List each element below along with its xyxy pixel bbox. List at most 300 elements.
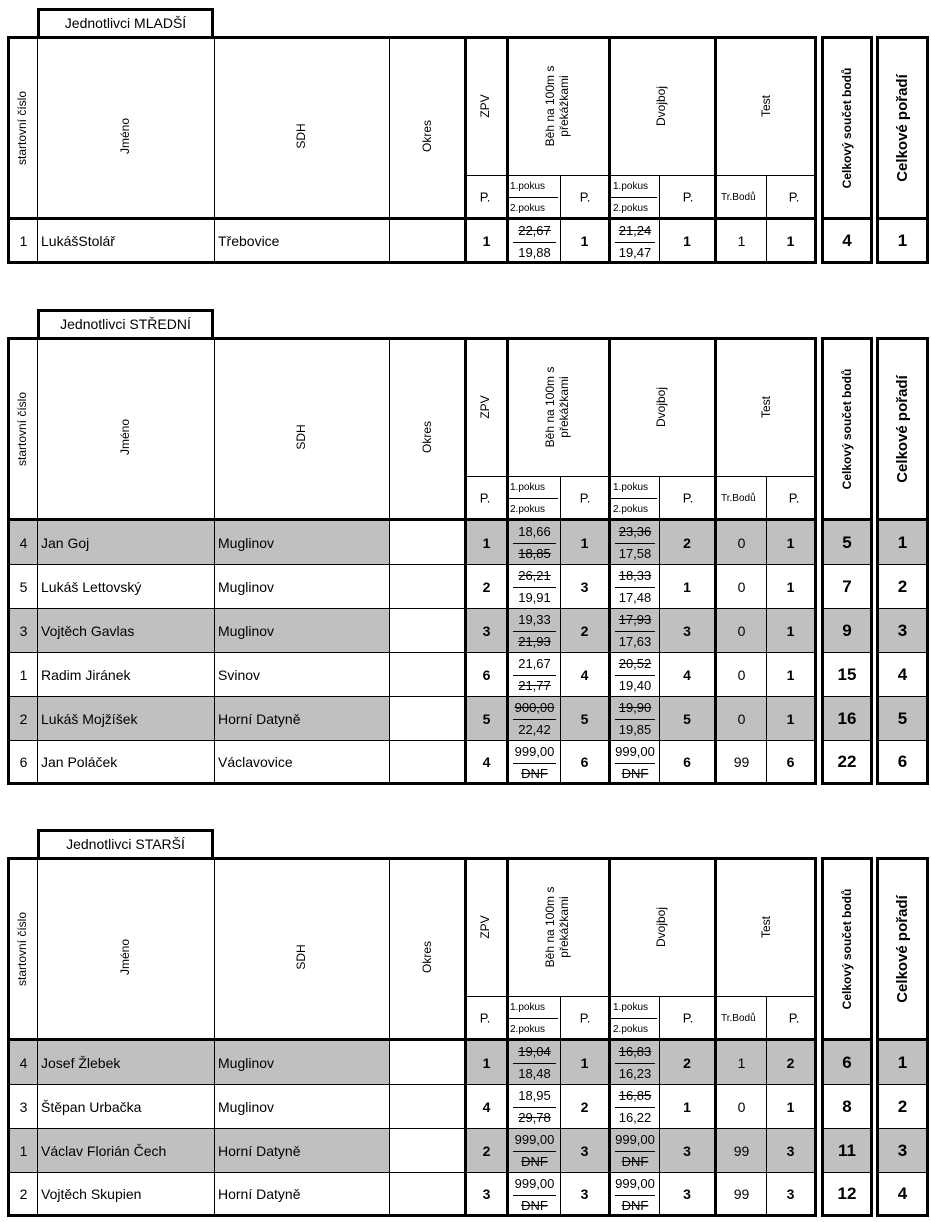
cell-rank: [876, 1173, 929, 1217]
header-run: [543, 887, 571, 968]
attempt-1: 999,00: [615, 744, 655, 759]
start-number: 2: [19, 1185, 28, 1202]
cell-zpv: [464, 697, 506, 741]
cell-dual-attempts: [608, 741, 659, 785]
cell-test-place: [766, 697, 817, 741]
table-row: [7, 220, 929, 264]
total-points: 7: [842, 576, 852, 596]
sub-divider: [766, 996, 767, 1041]
cell-rank: [876, 741, 929, 785]
attempt-line: [508, 1018, 558, 1019]
competitor-name: Jan Poláček: [41, 753, 118, 770]
table-row: [7, 565, 929, 609]
cell-rank: [876, 521, 929, 565]
header-run-line2: překážkami: [557, 896, 571, 958]
run-place: 1: [580, 1054, 589, 1071]
overall-rank: 2: [897, 576, 908, 596]
attempt-1: 23,36: [618, 524, 652, 539]
cell-dual-place: [659, 1085, 714, 1129]
dual-place: 4: [683, 666, 691, 683]
header-dual-attempt1: 1.pokus: [613, 482, 649, 493]
attempt-divider: [513, 631, 556, 632]
cell-run-attempts: [506, 220, 560, 264]
attempt-divider: [615, 1151, 655, 1152]
cell-run-attempts: [506, 1085, 560, 1129]
competitor-name: Štěpan Urbačka: [41, 1098, 142, 1115]
cell-rank: [876, 697, 929, 741]
cell-run-attempts: [506, 521, 560, 565]
header-test: Test: [759, 395, 773, 419]
attempt-line: [508, 197, 558, 198]
attempt-divider: [615, 763, 655, 764]
section-title: Jednotlivci MLADŠÍ: [37, 8, 214, 36]
header-start-number: startovní číslo: [15, 911, 29, 987]
cell-name: [37, 653, 214, 697]
cell-run-place: [560, 653, 608, 697]
header-total: Celkový součet bodů: [840, 888, 854, 1010]
attempt-2: 19,40: [618, 678, 652, 693]
attempt-2: 19,88: [518, 245, 551, 260]
cell-start-number: [7, 1085, 37, 1129]
header-run-line1: Běh na 100m s: [543, 65, 557, 147]
test-place: 1: [786, 534, 795, 551]
cell-run-place: [560, 1173, 608, 1217]
run-place: 6: [580, 753, 589, 770]
run-place: 1: [580, 534, 589, 551]
cell-run-place: [560, 1041, 608, 1085]
run-place: 4: [580, 666, 589, 683]
zpv-place: 4: [482, 1098, 491, 1115]
attempt-1: 19,33: [518, 612, 551, 627]
column-divider: [214, 36, 215, 220]
total-points: 9: [842, 620, 852, 640]
cell-test-points: [714, 1085, 766, 1129]
overall-rank: 1: [897, 230, 908, 250]
test-place: 1: [786, 622, 795, 639]
cell-dual-attempts: [608, 697, 659, 741]
sub-divider: [659, 476, 660, 521]
cell-start-number: [7, 565, 37, 609]
sub-divider: [659, 996, 660, 1041]
attempt-1: 18,95: [518, 1088, 551, 1103]
cell-district: [389, 741, 464, 785]
test-points: 0: [737, 710, 746, 727]
dual-place: 3: [683, 1185, 691, 1202]
cell-name: [37, 1085, 214, 1129]
start-number: 2: [19, 710, 28, 727]
competitor-sdh: Horní Datyně: [218, 710, 301, 727]
test-points: 1: [737, 1054, 746, 1071]
header-run: [543, 66, 571, 147]
column-divider: [214, 857, 215, 1041]
zpv-place: 1: [482, 1054, 491, 1071]
competitor-sdh: Horní Datyně: [218, 1185, 301, 1202]
column-divider: [714, 36, 717, 220]
section-title: Jednotlivci STARŠÍ: [37, 829, 214, 857]
zpv-place: 1: [482, 232, 491, 249]
cell-dual-place: [659, 697, 714, 741]
total-points: 5: [842, 532, 852, 552]
cell-start-number: [7, 609, 37, 653]
header-run-line1: Běh na 100m s: [543, 366, 557, 448]
cell-district: [389, 1129, 464, 1173]
header-sub-line: [464, 175, 817, 176]
cell-rank: [876, 653, 929, 697]
cell-rank: [876, 565, 929, 609]
header-rank: Celkové pořadí: [894, 895, 911, 1003]
cell-run-attempts: [506, 741, 560, 785]
cell-zpv: [464, 1041, 506, 1085]
test-place: 1: [786, 1098, 795, 1115]
start-number: 1: [19, 666, 28, 683]
cell-dual-attempts: [608, 653, 659, 697]
attempt-line: [610, 1018, 657, 1019]
cell-sdh: [214, 609, 389, 653]
column-divider: [464, 857, 467, 1041]
header-run-attempt2: 2.pokus: [510, 1024, 546, 1035]
test-points: 99: [733, 753, 750, 770]
cell-run-place: [560, 697, 608, 741]
cell-name: [37, 609, 214, 653]
cell-name: [37, 741, 214, 785]
table-row: [7, 521, 929, 565]
cell-run-place: [560, 741, 608, 785]
cell-test-place: [766, 521, 817, 565]
header-dual: Dvojboj: [654, 906, 668, 948]
test-points: 0: [737, 666, 746, 683]
cell-test-points: [714, 609, 766, 653]
cell-sdh: [214, 565, 389, 609]
start-number: 5: [19, 578, 28, 595]
header-total: Celkový součet bodů: [840, 368, 854, 490]
attempt-2: 17,58: [618, 546, 652, 561]
attempt-1: 26,21: [518, 568, 551, 583]
competitor-sdh: Muglinov: [218, 1098, 275, 1115]
cell-test-place: [766, 1129, 817, 1173]
competitor-name: Vojtěch Skupien: [41, 1185, 142, 1202]
start-number: 1: [19, 232, 28, 249]
test-place: 1: [786, 578, 795, 595]
cell-total: [821, 521, 873, 565]
cell-start-number: [7, 1129, 37, 1173]
overall-rank: 5: [897, 708, 908, 728]
header-district: Okres: [420, 119, 434, 153]
attempt-divider: [513, 719, 556, 720]
test-points: 0: [737, 622, 746, 639]
header-run-attempt1: 1.pokus: [510, 1002, 546, 1013]
table-row: [7, 653, 929, 697]
test-points: 0: [737, 1098, 746, 1115]
cell-sdh: [214, 653, 389, 697]
cell-start-number: [7, 697, 37, 741]
competitor-sdh: Muglinov: [218, 1054, 275, 1071]
sub-divider: [659, 175, 660, 220]
cell-test-points: [714, 220, 766, 264]
column-divider: [214, 337, 215, 521]
cell-run-place: [560, 1129, 608, 1173]
zpv-place: 3: [482, 622, 491, 639]
competitor-sdh: Muglinov: [218, 622, 275, 639]
cell-district: [389, 609, 464, 653]
cell-name: [37, 1173, 214, 1217]
attempt-1: 999,00: [514, 1176, 555, 1191]
zpv-place: 3: [482, 1185, 491, 1202]
header-run-line2: překážkami: [557, 75, 571, 137]
attempt-2: 18,48: [518, 1066, 551, 1081]
header-district: Okres: [420, 940, 434, 974]
header-test-points: Tr.Bodů: [721, 1013, 756, 1024]
attempt-1: 20,52: [618, 656, 652, 671]
header-name: Jméno: [118, 938, 132, 976]
cell-run-attempts: [506, 565, 560, 609]
header-run-line2: překážkami: [557, 376, 571, 438]
cell-total: [821, 565, 873, 609]
cell-run-place: [560, 565, 608, 609]
attempt-divider: [513, 675, 556, 676]
cell-run-attempts: [506, 1173, 560, 1217]
attempt-divider: [615, 719, 655, 720]
zpv-place: 4: [482, 753, 491, 770]
sub-divider: [766, 476, 767, 521]
attempt-divider: [615, 587, 655, 588]
cell-zpv: [464, 565, 506, 609]
column-divider: [389, 36, 390, 220]
cell-dual-place: [659, 653, 714, 697]
header-test-points: Tr.Bodů: [721, 192, 756, 203]
header-dual-attempt2: 2.pokus: [613, 203, 649, 214]
table-row: [7, 741, 929, 785]
cell-test-points: [714, 1173, 766, 1217]
start-number: 4: [19, 534, 28, 551]
test-points: 1: [737, 232, 746, 249]
attempt-1: 999,00: [514, 1132, 555, 1147]
attempt-1: 19,90: [618, 700, 652, 715]
attempt-line: [610, 498, 657, 499]
cell-sdh: [214, 697, 389, 741]
cell-sdh: [214, 1173, 389, 1217]
test-points: 99: [733, 1142, 750, 1159]
header-sub-line: [464, 476, 817, 477]
header-zpv-p: P.: [479, 1010, 491, 1026]
test-points: 99: [733, 1185, 750, 1202]
header-test-p: P.: [788, 490, 800, 506]
header-dual-p: P.: [682, 1010, 694, 1026]
cell-dual-place: [659, 1041, 714, 1085]
total-points: 22: [837, 751, 857, 771]
overall-rank: 2: [897, 1096, 908, 1116]
attempt-1: 16,85: [618, 1088, 652, 1103]
attempt-2: 19,47: [618, 245, 652, 260]
cell-district: [389, 565, 464, 609]
run-place: 3: [580, 1142, 589, 1159]
cell-sdh: [214, 220, 389, 264]
attempt-2: 16,22: [618, 1110, 652, 1125]
header-zpv: ZPV: [478, 915, 492, 939]
cell-start-number: [7, 741, 37, 785]
cell-run-place: [560, 609, 608, 653]
run-place: 1: [580, 232, 589, 249]
dual-place: 1: [683, 232, 691, 249]
cell-name: [37, 565, 214, 609]
cell-district: [389, 1085, 464, 1129]
total-points: 4: [842, 230, 852, 250]
total-points: 15: [837, 664, 857, 684]
cell-run-attempts: [506, 1041, 560, 1085]
test-place: 1: [786, 710, 795, 727]
competitor-sdh: Muglinov: [218, 578, 275, 595]
cell-test-place: [766, 1041, 817, 1085]
attempt-divider: [615, 631, 655, 632]
attempt-2: 16,23: [618, 1066, 652, 1081]
table-header: [7, 337, 929, 521]
column-divider: [506, 337, 509, 521]
header-test: Test: [759, 915, 773, 939]
table-row: [7, 609, 929, 653]
table-row: [7, 1129, 929, 1173]
header-zpv: ZPV: [478, 395, 492, 419]
start-number: 4: [19, 1054, 28, 1071]
competitor-sdh: Horní Datyně: [218, 1142, 301, 1159]
competitor-name: Lukáš Mojžíšek: [41, 710, 138, 727]
cell-dual-place: [659, 565, 714, 609]
header-sub-line: [464, 996, 817, 997]
cell-test-place: [766, 653, 817, 697]
cell-dual-place: [659, 220, 714, 264]
test-points: 0: [737, 578, 746, 595]
attempt-divider: [513, 1151, 556, 1152]
cell-start-number: [7, 220, 37, 264]
attempt-2: DNF: [621, 1198, 649, 1213]
overall-rank: 1: [897, 532, 908, 552]
header-rank: Celkové pořadí: [894, 375, 911, 483]
zpv-place: 6: [482, 666, 491, 683]
competitor-sdh: Václavovice: [218, 753, 293, 770]
test-place: 3: [786, 1142, 795, 1159]
total-points: 11: [838, 1140, 856, 1160]
column-divider: [389, 337, 390, 521]
cell-zpv: [464, 741, 506, 785]
cell-zpv: [464, 220, 506, 264]
table-row: [7, 1041, 929, 1085]
cell-dual-attempts: [608, 1173, 659, 1217]
competitor-name: Vojtěch Gavlas: [41, 622, 135, 639]
cell-sdh: [214, 521, 389, 565]
header-sdh: SDH: [294, 424, 308, 450]
attempt-2: 29,78: [518, 1110, 551, 1125]
cell-dual-attempts: [608, 609, 659, 653]
attempt-2: DNF: [621, 1154, 649, 1169]
cell-run-attempts: [506, 653, 560, 697]
overall-rank: 1: [897, 1052, 908, 1072]
overall-rank: 3: [897, 620, 908, 640]
column-divider: [714, 857, 717, 1041]
zpv-place: 2: [482, 1142, 491, 1159]
header-dual-attempt2: 2.pokus: [613, 1024, 649, 1035]
header-dual: Dvojboj: [654, 386, 668, 428]
competitor-sdh: Muglinov: [218, 534, 275, 551]
cell-dual-attempts: [608, 1085, 659, 1129]
cell-dual-attempts: [608, 1129, 659, 1173]
header-run-p: P.: [579, 1010, 591, 1026]
dual-place: 3: [683, 1142, 691, 1159]
cell-rank: [876, 1129, 929, 1173]
cell-run-attempts: [506, 1129, 560, 1173]
cell-test-place: [766, 565, 817, 609]
cell-dual-attempts: [608, 220, 659, 264]
test-place: 6: [786, 753, 795, 770]
attempt-divider: [513, 587, 556, 588]
cell-total: [821, 1129, 873, 1173]
attempt-1: 900,00: [514, 700, 555, 715]
cell-name: [37, 220, 214, 264]
header-dual-attempt1: 1.pokus: [613, 1002, 649, 1013]
cell-test-place: [766, 609, 817, 653]
attempt-1: 16,83: [618, 1044, 652, 1059]
dual-place: 2: [683, 534, 691, 551]
cell-sdh: [214, 1129, 389, 1173]
start-number: 6: [19, 753, 28, 770]
attempt-divider: [615, 242, 655, 243]
cell-district: [389, 1173, 464, 1217]
cell-test-points: [714, 565, 766, 609]
column-divider: [506, 36, 509, 220]
attempt-2: 22,42: [518, 722, 551, 737]
cell-zpv: [464, 1129, 506, 1173]
start-number: 3: [19, 622, 28, 639]
attempt-line: [508, 498, 558, 499]
attempt-divider: [513, 763, 556, 764]
dual-place: 2: [683, 1054, 691, 1071]
cell-run-place: [560, 220, 608, 264]
table-row: [7, 697, 929, 741]
cell-start-number: [7, 521, 37, 565]
attempt-2: 19,85: [618, 722, 652, 737]
cell-rank: [876, 220, 929, 264]
competitor-name: Václav Florián Čech: [41, 1142, 167, 1159]
cell-total: [821, 653, 873, 697]
cell-dual-place: [659, 741, 714, 785]
cell-dual-attempts: [608, 521, 659, 565]
competitor-name: LukášStolář: [41, 232, 115, 249]
attempt-divider: [513, 1063, 556, 1064]
competitor-name: Josef Žlebek: [41, 1054, 121, 1071]
results-section: [0, 8, 931, 268]
cell-total: [821, 697, 873, 741]
results-section: [0, 829, 931, 1221]
cell-run-place: [560, 1085, 608, 1129]
header-zpv: ZPV: [478, 94, 492, 118]
header-district: Okres: [420, 420, 434, 454]
column-divider: [506, 857, 509, 1041]
column-divider: [37, 857, 38, 1041]
attempt-2: 17,63: [618, 634, 652, 649]
attempt-2: DNF: [521, 766, 548, 781]
header-dual-p: P.: [682, 189, 694, 205]
attempt-divider: [615, 1107, 655, 1108]
header-run-attempt2: 2.pokus: [510, 203, 546, 214]
attempt-divider: [513, 1107, 556, 1108]
cell-total: [821, 741, 873, 785]
cell-name: [37, 1041, 214, 1085]
sub-divider: [766, 175, 767, 220]
table-body: [7, 220, 929, 264]
cell-total: [821, 220, 873, 264]
cell-test-points: [714, 1129, 766, 1173]
competitor-sdh: Svinov: [218, 666, 261, 683]
header-name: Jméno: [118, 418, 132, 456]
cell-sdh: [214, 1085, 389, 1129]
attempt-2: 21,77: [518, 678, 551, 693]
